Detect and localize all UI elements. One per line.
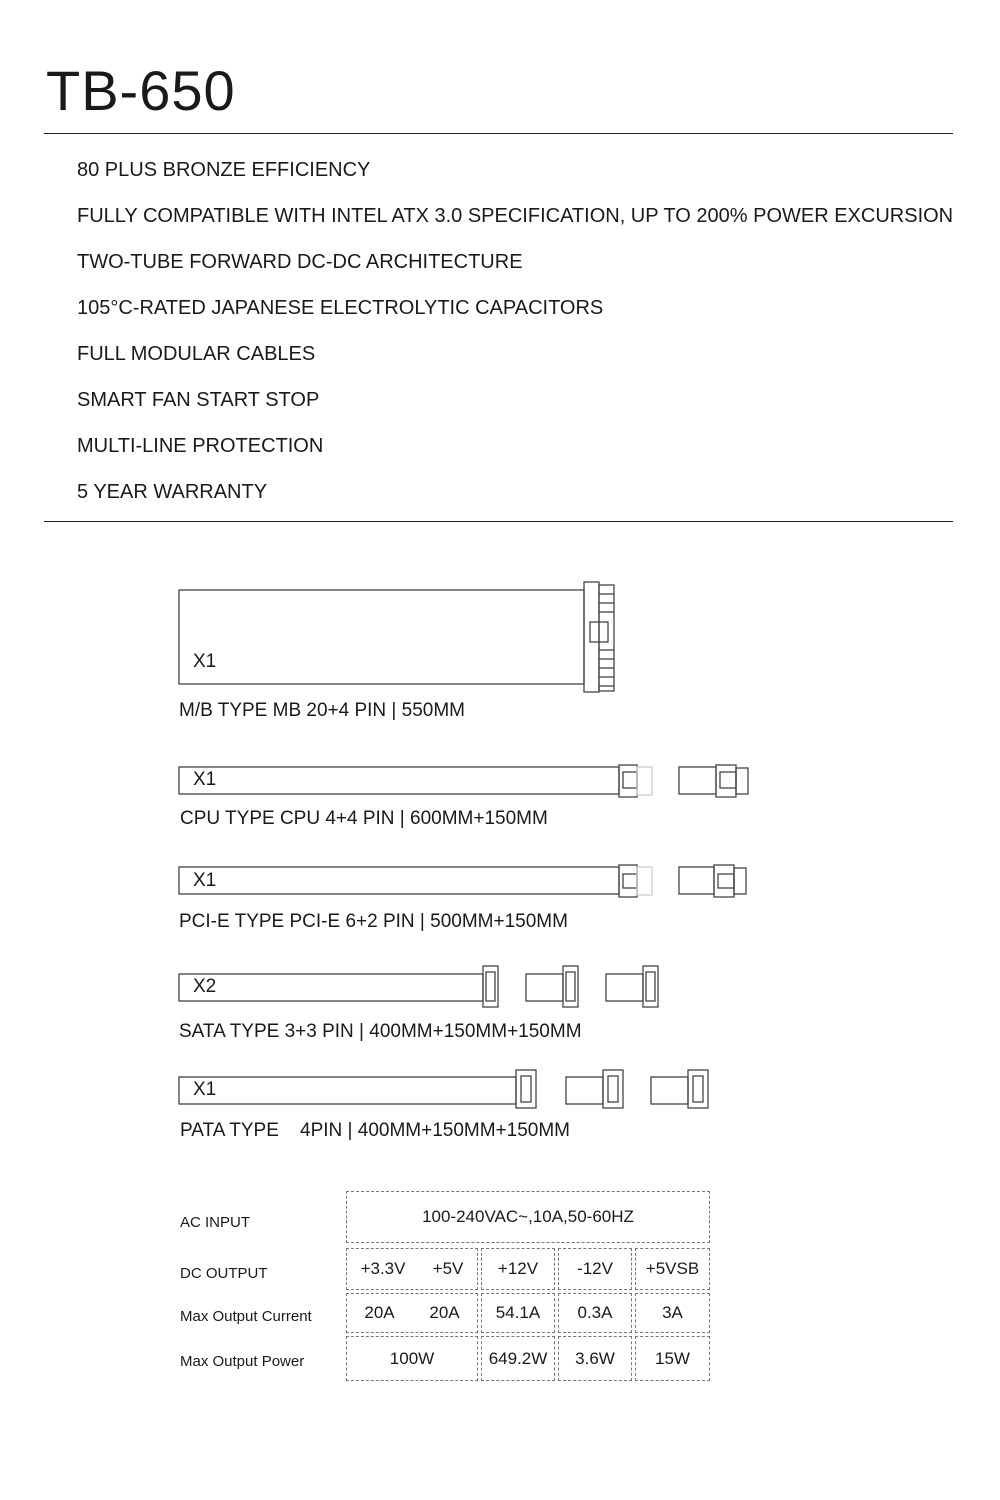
pcie-cable-drawing: [179, 865, 746, 897]
power-12v: 649.2W: [488, 1348, 548, 1368]
current-cell: [635, 1293, 710, 1333]
rail-cell: [481, 1248, 555, 1290]
bottom-divider: [44, 521, 953, 522]
rail-5v: +5V: [432, 1259, 464, 1278]
feature-item: 5 YEAR WARRANTY: [77, 481, 268, 503]
page-title: TB-650: [46, 59, 236, 122]
rail-3v3: +3.3V: [360, 1259, 406, 1278]
pata-qty: X1: [193, 1079, 217, 1100]
ac-input-value: [346, 1191, 710, 1243]
rail-5vsb: +5VSB: [645, 1259, 700, 1278]
max-power-label: Max Output Power: [180, 1353, 305, 1370]
rail-12v: +12V: [497, 1259, 539, 1278]
pcie-cable-label: PCI-E TYPE PCI-E 6+2 PIN | 500MM+150MM: [179, 911, 568, 932]
mb-cable-drawing: [179, 582, 614, 692]
ac-input-text: 100-240VAC~,10A,50-60HZ: [422, 1207, 634, 1226]
dc-output-label: DC OUTPUT: [180, 1265, 268, 1282]
current-neg12v: 0.3A: [577, 1303, 613, 1322]
current-12v: 54.1A: [495, 1303, 541, 1322]
current-5vsb: 3A: [662, 1303, 683, 1322]
mb-qty: X1: [193, 651, 217, 672]
sata-cable-label: SATA TYPE 3+3 PIN | 400MM+150MM+150MM: [179, 1021, 582, 1042]
current-3v3: 20A: [364, 1303, 395, 1322]
power-neg12v: 3.6W: [575, 1348, 615, 1368]
current-5v: 20A: [429, 1303, 460, 1322]
pata-cable-label: PATA TYPE 4PIN | 400MM+150MM+150MM: [180, 1120, 571, 1141]
current-cell: [481, 1293, 555, 1333]
max-current-label: Max Output Current: [180, 1308, 312, 1325]
mb-cable-label: M/B TYPE MB 20+4 PIN | 550MM: [179, 700, 465, 721]
power-cell: [635, 1336, 710, 1381]
feature-item: TWO-TUBE FORWARD DC-DC ARCHITECTURE: [77, 251, 523, 273]
rail-cell: [635, 1248, 710, 1290]
feature-item: 80 PLUS BRONZE EFFICIENCY: [77, 159, 371, 181]
sata-cable-drawing: [179, 966, 658, 1007]
rail-cell: [346, 1248, 478, 1290]
cpu-cable-drawing: [179, 765, 748, 797]
current-cell: [558, 1293, 632, 1333]
feature-item: FULLY COMPATIBLE WITH INTEL ATX 3.0 SPECIFICATION, UP TO 200% POWER EXCURSION: [77, 205, 954, 227]
power-cell: [558, 1336, 632, 1381]
power-cell: [346, 1336, 478, 1381]
rail-cell: [558, 1248, 632, 1290]
feature-list: [77, 155, 953, 523]
feature-item: SMART FAN START STOP: [77, 389, 320, 411]
cpu-cable-label: CPU TYPE CPU 4+4 PIN | 600MM+150MM: [180, 808, 548, 829]
feature-item: MULTI-LINE PROTECTION: [77, 435, 324, 457]
top-divider: [44, 133, 953, 134]
feature-item: FULL MODULAR CABLES: [77, 343, 316, 365]
pcie-qty: X1: [193, 870, 217, 891]
power-cell: [481, 1336, 555, 1381]
ac-input-label: AC INPUT: [180, 1214, 251, 1231]
current-cell: [346, 1293, 478, 1333]
pata-cable-drawing: [179, 1070, 708, 1108]
cpu-qty: X1: [193, 769, 217, 790]
rail-neg12v: -12V: [577, 1259, 613, 1278]
sata-qty: X2: [193, 976, 217, 997]
power-3v3-5v: 100W: [389, 1348, 435, 1368]
power-5vsb: 15W: [655, 1348, 690, 1368]
feature-item: 105°C-RATED JAPANESE ELECTROLYTIC CAPACITORS: [77, 297, 604, 319]
